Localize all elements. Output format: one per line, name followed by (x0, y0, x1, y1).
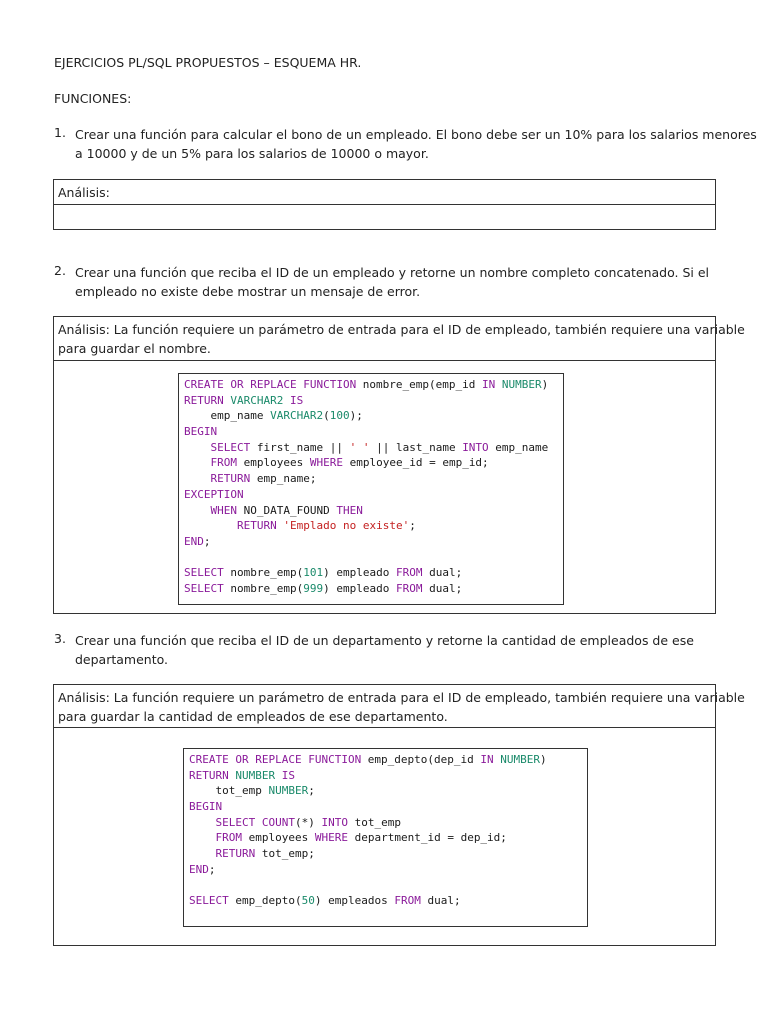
code-text: nombre_emp(emp_id (356, 378, 483, 391)
analysis-line: para guardar el nombre. (58, 341, 211, 356)
code-keyword: IN (480, 753, 494, 766)
code-text (184, 519, 237, 532)
code-string: ' ' (349, 440, 370, 454)
code-keyword: SELECT (184, 566, 224, 580)
code-keyword: RETURN (184, 393, 224, 407)
code-text (189, 847, 216, 860)
analysis-line: Análisis: La función requiere un parámetro de entrada para el ID de empleado, también requiere una variable (58, 690, 745, 705)
code-text: ) empleado (323, 566, 396, 580)
exercise-2-analysis-box (53, 316, 745, 614)
code-line (184, 550, 558, 566)
exercise-1-number: 1. (54, 125, 66, 140)
code-keyword: WHEN (210, 503, 237, 517)
code-text (283, 394, 290, 407)
code-type: VARCHAR2 (230, 393, 284, 407)
code-line (189, 893, 582, 909)
code-keyword: WHERE (309, 456, 343, 470)
code-line (189, 783, 582, 799)
analysis-header-row (54, 180, 715, 205)
code-text (184, 456, 211, 469)
code-text: department_id = dep_id; (347, 831, 507, 845)
exercise-3-number: 3. (54, 631, 66, 646)
code-text: ; (203, 534, 211, 548)
code-text: tot_emp (347, 815, 401, 829)
code-text: NO_DATA_FOUND (237, 503, 337, 517)
exercise-3-text-line: departamento. (75, 652, 169, 667)
code-line (184, 518, 558, 534)
code-keyword: CREATE OR REPLACE FUNCTION (189, 753, 362, 766)
code-keyword: SELECT (210, 440, 251, 454)
exercise-3-text (75, 631, 694, 669)
analysis-text (58, 320, 745, 358)
exercise-3-text-line: Crear una función que reciba el ID de un departamento y retorne la cantidad de empleados de ese (75, 633, 694, 648)
code-text: dual; (422, 581, 463, 595)
code-keyword: SELECT (184, 581, 224, 595)
code-type: NUMBER (235, 768, 276, 782)
code-text: nombre_emp( (223, 581, 304, 595)
code-string: 'Emplado no existe' (283, 519, 410, 533)
code-line (189, 768, 582, 784)
section-heading: FUNCIONES: (54, 91, 132, 106)
code-keyword: INTO (462, 440, 489, 454)
code-keyword: FROM (210, 456, 237, 470)
code-text: (*) (294, 815, 322, 829)
code-type: NUMBER (501, 378, 542, 391)
code-keyword: FROM (395, 581, 423, 595)
analysis-text (58, 688, 745, 726)
code-text: ) (540, 753, 547, 766)
code-keyword: BEGIN (189, 800, 223, 814)
code-text (189, 816, 216, 829)
code-text (189, 831, 216, 844)
code-line (184, 408, 558, 424)
code-keyword: IN (482, 378, 496, 391)
code-text: tot_emp; (255, 847, 315, 861)
code-text: emp_depto(dep_id (361, 753, 481, 766)
code-keyword: IS (281, 768, 295, 782)
exercise-2-text-line: empleado no existe debe mostrar un mensaje de error. (75, 284, 421, 299)
exercise-2-text (75, 263, 709, 301)
code-line (184, 393, 558, 409)
exercise-3-analysis-box (53, 684, 745, 946)
document-title: EJERCICIOS PL/SQL PROPUESTOS – ESQUEMA HR. (54, 55, 362, 70)
code-keyword: IS (289, 393, 304, 407)
analysis-label: Análisis: (58, 185, 110, 200)
code-text: dual; (420, 894, 461, 908)
code-text: first_name || (250, 440, 350, 454)
code-text: emp_name (488, 440, 549, 454)
code-type: NUMBER (500, 753, 541, 766)
code-text: employee_id = emp_id; (342, 456, 489, 470)
code-text: employees (242, 831, 315, 845)
exercise-1-text-line: a 10000 y de un 5% para los salarios de 10000 o mayor. (75, 146, 429, 161)
code-keyword: FROM (215, 831, 242, 845)
code-line (189, 862, 582, 878)
code-block (178, 373, 564, 605)
code-text: ) (541, 378, 549, 391)
code-line (189, 878, 582, 894)
code-text: dual; (422, 566, 463, 580)
code-number: 100 (329, 409, 350, 423)
code-text (184, 472, 211, 485)
code-keyword: RETURN (210, 472, 251, 486)
exercise-2-text-line: Crear una función que reciba el ID de un empleado y retorne un nombre completo concatenado. Si el (75, 265, 710, 280)
code-text: emp_name (184, 409, 271, 423)
code-text: || last_name (369, 440, 463, 454)
code-line (184, 534, 558, 550)
code-line (184, 503, 558, 519)
code-keyword: END (189, 862, 209, 876)
code-type: VARCHAR2 (270, 409, 324, 423)
code-keyword: FROM (394, 894, 421, 908)
code-keyword: INTO (321, 815, 348, 829)
code-line (184, 424, 558, 440)
code-text: emp_name; (250, 472, 317, 486)
code-text: employees (237, 456, 310, 470)
code-text (495, 378, 502, 391)
code-line (184, 565, 558, 581)
code-line (184, 581, 558, 597)
code-keyword: RETURN (189, 768, 229, 782)
code-keyword: BEGIN (184, 425, 218, 439)
code-line (184, 471, 558, 487)
code-text: ( (323, 409, 330, 423)
code-keyword: THEN (336, 503, 363, 517)
code-line (189, 799, 582, 815)
code-keyword: FROM (395, 566, 423, 580)
code-text (184, 441, 211, 454)
code-line (189, 752, 582, 768)
code-line (184, 455, 558, 471)
code-text: ) empleado (323, 581, 396, 595)
code-line (189, 830, 582, 846)
code-line (189, 846, 582, 862)
code-text: tot_emp (189, 784, 269, 798)
code-number: 50 (301, 894, 315, 908)
code-keyword: SELECT (189, 894, 229, 908)
code-line (184, 377, 558, 393)
code-text: ; (308, 784, 315, 798)
code-keyword: RETURN (236, 519, 277, 533)
code-line (189, 815, 582, 831)
analysis-line: Análisis: La función requiere un parámetro de entrada para el ID de empleado, también requiere una variable (58, 322, 745, 337)
code-text: ; (409, 519, 416, 533)
code-keyword: WHERE (314, 831, 348, 845)
code-number: 101 (303, 566, 324, 580)
exercise-2-number: 2. (54, 263, 66, 278)
code-text: ) empleados (314, 894, 395, 908)
code-line (184, 487, 558, 503)
code-text: ); (349, 409, 363, 423)
analysis-line: para guardar la cantidad de empleados de ese departamento. (58, 709, 448, 724)
code-keyword: RETURN (215, 847, 256, 861)
code-keyword: CREATE OR REPLACE FUNCTION (184, 378, 357, 391)
code-text: emp_depto( (228, 894, 302, 908)
code-number: 999 (303, 581, 324, 595)
code-text (184, 504, 211, 517)
code-keyword: END (184, 534, 204, 548)
code-text: nombre_emp( (223, 566, 304, 580)
code-block (183, 748, 588, 927)
exercise-1-text-line: Crear una función para calcular el bono de un empleado. El bono debe ser un 10% para los salarios menores (75, 127, 757, 142)
code-keyword: EXCEPTION (184, 487, 244, 501)
code-line (184, 440, 558, 456)
code-text: ; (208, 862, 216, 876)
analysis-header-row (54, 685, 745, 728)
analysis-header-row (54, 317, 745, 361)
code-keyword: SELECT COUNT (215, 815, 295, 829)
code-type: NUMBER (268, 784, 309, 798)
code-text (275, 769, 282, 782)
exercise-1-analysis-box (53, 179, 716, 230)
exercise-1-text (75, 125, 757, 163)
